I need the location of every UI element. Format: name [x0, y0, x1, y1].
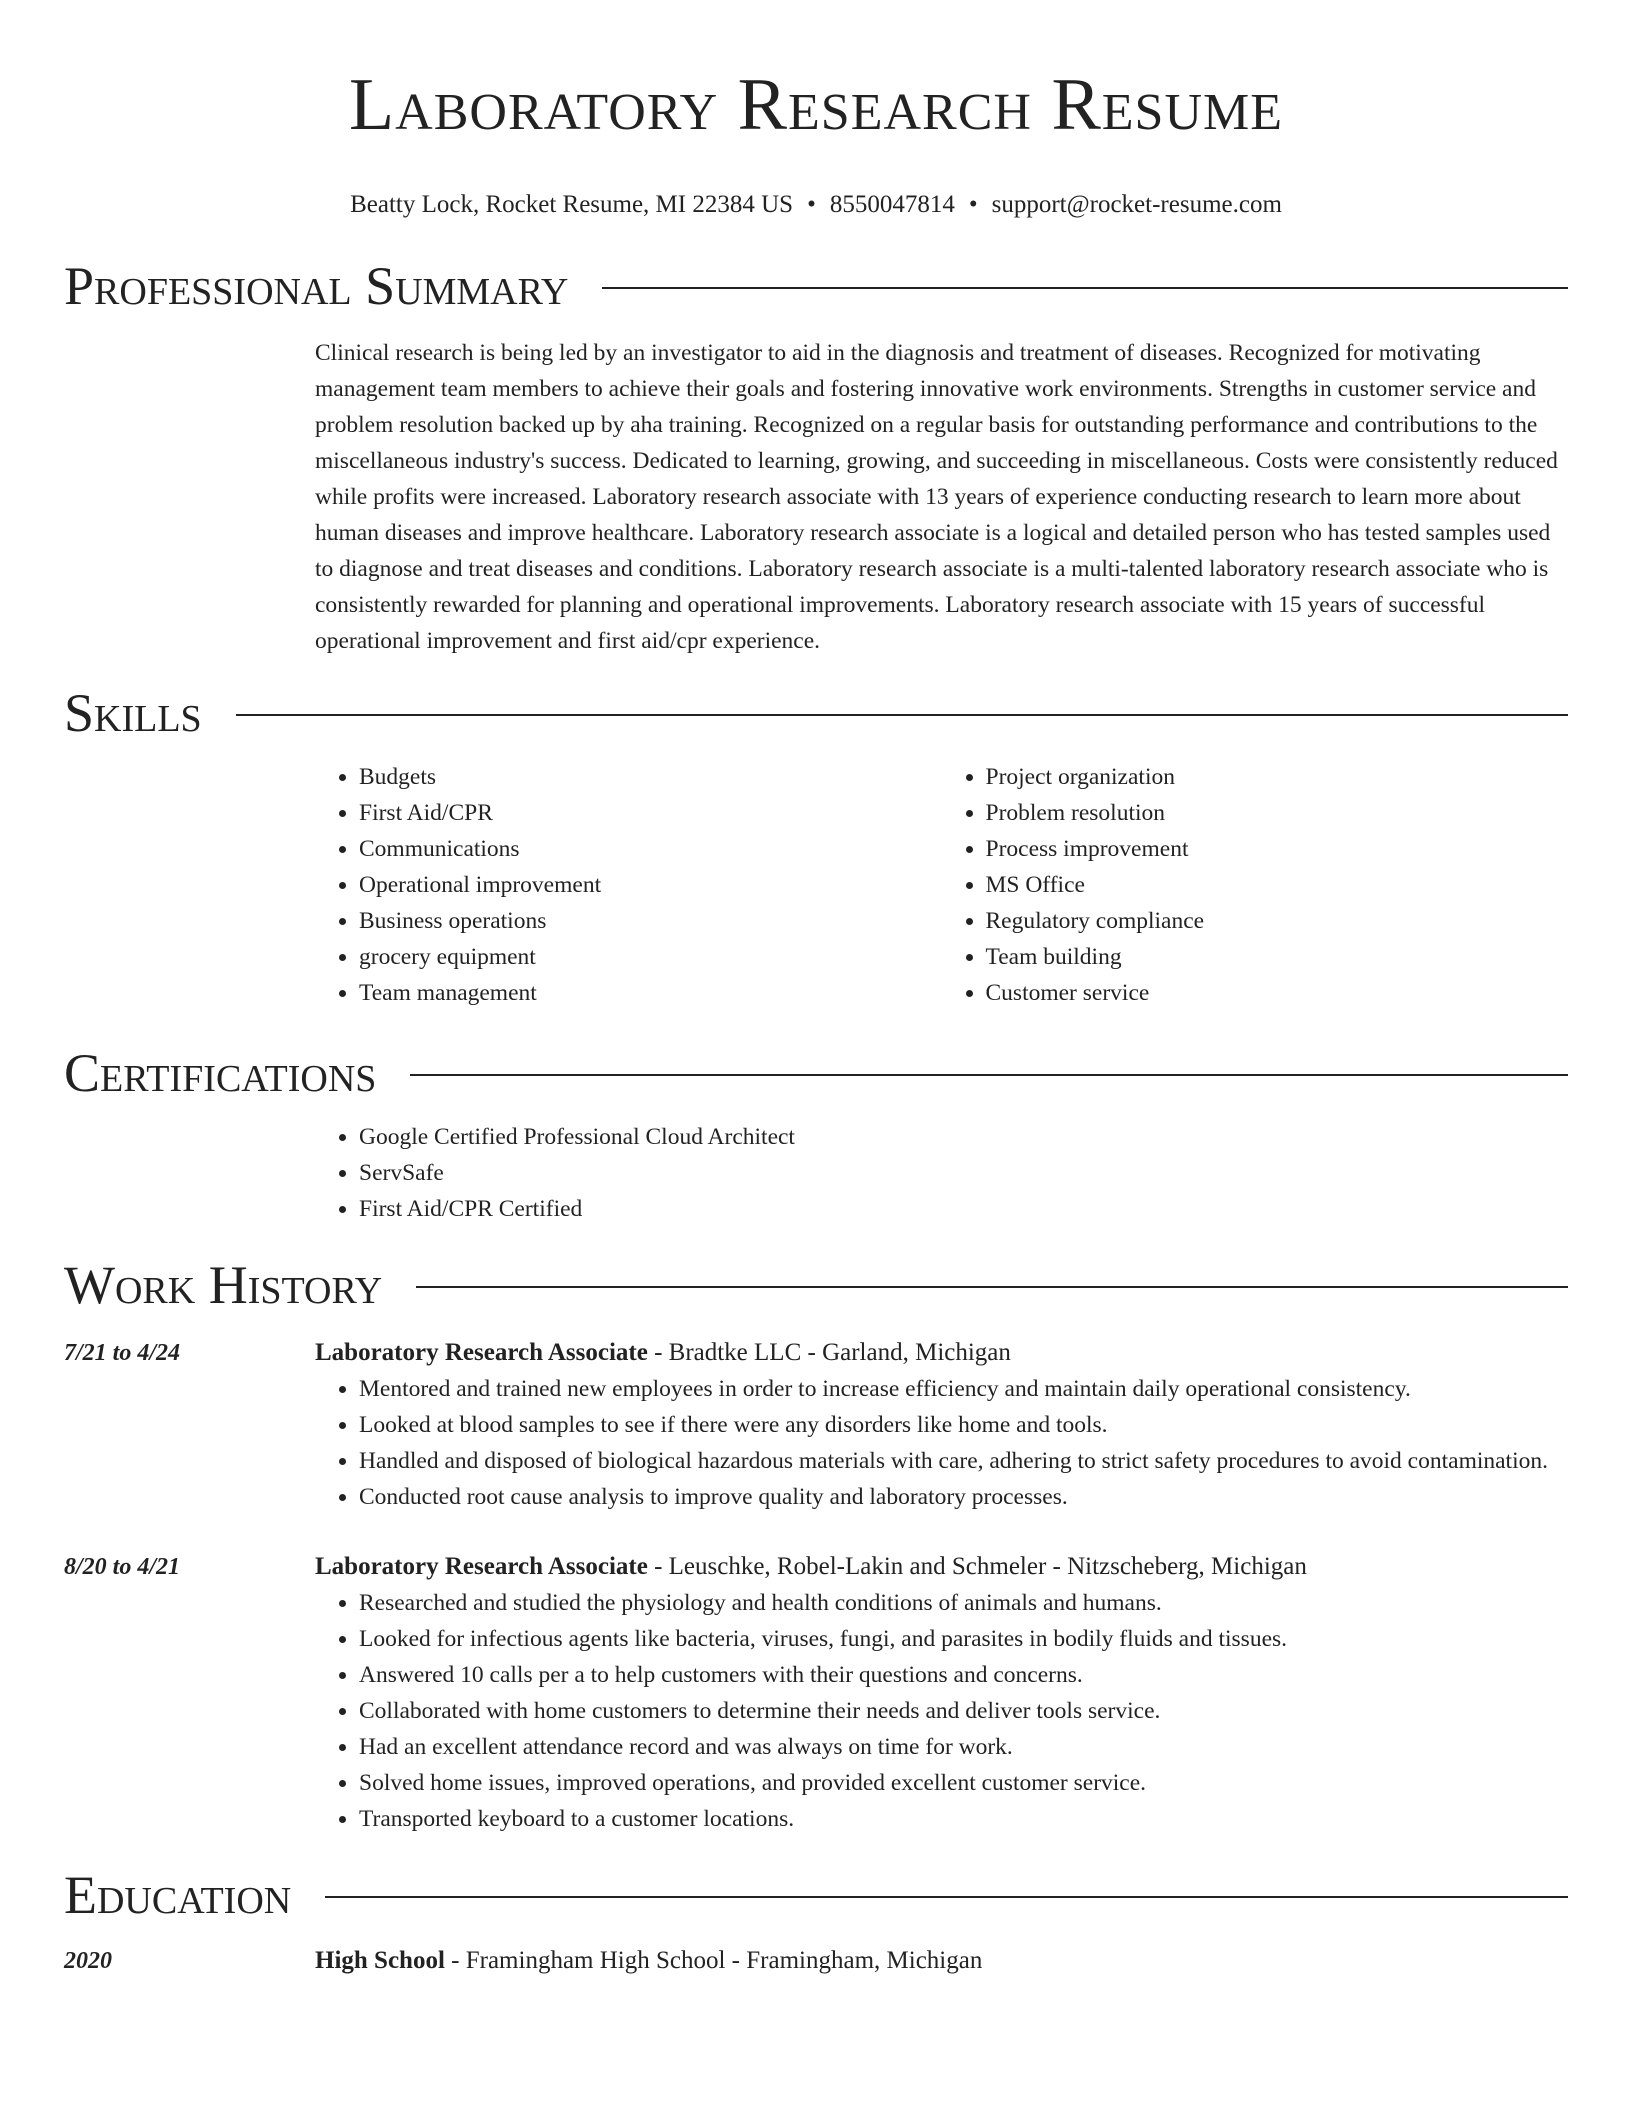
- skill-item: • Customer service: [986, 975, 1569, 1011]
- job-title: Laboratory Research Associate: [315, 1339, 648, 1366]
- contact-separator: •: [968, 191, 978, 218]
- job-heading: [315, 1549, 1568, 1585]
- skill-item: • Team management: [359, 975, 942, 1011]
- section-divider: [236, 714, 1568, 716]
- job-bullet: • Had an excellent attendance record and was always on time for work.: [359, 1729, 1568, 1765]
- job-bullet: • Looked for infectious agents like bacteria, viruses, fungi, and parasites in bodily fluids and tissues.: [359, 1621, 1568, 1657]
- skill-item: • Regulatory compliance: [986, 903, 1569, 939]
- job-entry: [64, 1335, 1568, 1515]
- certifications-section: [64, 1041, 1568, 1227]
- skills-header: [64, 681, 1568, 745]
- job-dates: 8/20 to 4/21: [64, 1554, 181, 1580]
- job-employer: - Bradtke LLC - Garland, Michigan: [647, 1339, 1011, 1366]
- summary-section: [64, 254, 1568, 659]
- summary-heading: Professional Summary: [64, 256, 569, 316]
- education-school: - Framingham High School - Framingham, Michigan: [444, 1947, 983, 1974]
- job-bullets: [315, 1371, 1568, 1515]
- job-heading: [315, 1335, 1568, 1371]
- education-header: [64, 1863, 1568, 1927]
- job-content: [315, 1549, 1568, 1837]
- section-divider: [410, 1074, 1568, 1076]
- skills-list-left: [315, 759, 942, 1011]
- skill-item: • Project organization: [986, 759, 1569, 795]
- skills-grid: [315, 759, 1568, 1011]
- job-bullet: • Mentored and trained new employees in order to increase efficiency and maintain daily operational consistency.: [359, 1371, 1568, 1407]
- skills-list-right: [942, 759, 1569, 1011]
- skill-item: • Operational improvement: [359, 867, 942, 903]
- education-heading: Education: [64, 1865, 292, 1925]
- certifications-header: [64, 1041, 1568, 1105]
- skill-item: • Budgets: [359, 759, 942, 795]
- contact-separator: •: [807, 191, 816, 218]
- education-year: 2020: [64, 1948, 112, 1974]
- skills-heading: Skills: [64, 683, 202, 743]
- job-bullet: • Researched and studied the physiology and health conditions of animals and humans.: [359, 1585, 1568, 1621]
- contact-email[interactable]: support@rocket-resume.com: [991, 191, 1282, 218]
- section-divider: [416, 1286, 1568, 1288]
- job-bullets: [315, 1585, 1568, 1837]
- job-content: [315, 1335, 1568, 1515]
- job-bullet: • Transported keyboard to a customer locations.: [359, 1801, 1568, 1837]
- contact-phone: 8550047814: [829, 191, 955, 218]
- education-heading-line: [315, 1943, 1568, 1979]
- certifications-body: [315, 1119, 1568, 1227]
- section-divider: [325, 1896, 1568, 1898]
- work-history-heading: Work History: [64, 1255, 383, 1315]
- skill-item: • Team building: [986, 939, 1569, 975]
- job-bullet: • Looked at blood samples to see if there were any disorders like home and tools.: [359, 1407, 1568, 1443]
- skill-item: • First Aid/CPR: [359, 795, 942, 831]
- job-employer: - Leuschke, Robel-Lakin and Schmeler - Nitzscheberg, Michigan: [647, 1553, 1307, 1580]
- skill-item: • Communications: [359, 831, 942, 867]
- job-bullet: • Collaborated with home customers to determine their needs and deliver tools service.: [359, 1693, 1568, 1729]
- summary-text: Clinical research is being led by an investigator to aid in the diagnosis and treatment of diseases. Recognized for motivating management team members to achieve their goals and fostering innovative work environments. Strengths in customer service and problem resolution backed up by aha training. Recognized on a regular basis for outstanding performance and contributions to the miscellaneous industry's success. Dedicated to learning, growing, and succeeding in miscellaneous. Costs were consistently reduced while profits were increased. Laboratory research associate with 13 years of experience conducting research to learn more about human diseases and improve healthcare. Laboratory research associate is a logical and detailed person who has tested samples used to diagnose and treat diseases and conditions. Laboratory research associate is a multi-talented laboratory research associate who is consistently rewarded for planning and operational improvements. Laboratory research associate with 15 years of successful operational improvement and first aid/cpr experience.: [315, 340, 1558, 654]
- skill-item: • MS Office: [986, 867, 1569, 903]
- education-entry: [64, 1943, 1568, 1979]
- job-title: Laboratory Research Associate: [315, 1553, 648, 1580]
- skills-section: [64, 681, 1568, 1011]
- job-dates: 7/21 to 4/24: [64, 1340, 181, 1366]
- job-bullet: • Answered 10 calls per a to help customers with their questions and concerns.: [359, 1657, 1568, 1693]
- job-entry: [64, 1549, 1568, 1837]
- job-bullet: • Handled and disposed of biological hazardous materials with care, adhering to strict safety procedures to avoid contamination.: [359, 1443, 1568, 1479]
- section-divider: [602, 287, 1568, 289]
- skill-item: • Process improvement: [986, 831, 1569, 867]
- job-bullet: • Conducted root cause analysis to improve quality and laboratory processes.: [359, 1479, 1568, 1515]
- education-section: [64, 1863, 1568, 1979]
- work-history-section: [64, 1253, 1568, 1837]
- education-degree: High School: [315, 1947, 445, 1974]
- skill-item: • grocery equipment: [359, 939, 942, 975]
- certification-item: • ServSafe: [359, 1155, 1568, 1191]
- certifications-heading: Certifications: [64, 1043, 377, 1103]
- contact-line: [64, 190, 1568, 220]
- resume-title: Laboratory Research Resume: [348, 64, 1284, 146]
- certifications-list: [315, 1119, 1568, 1227]
- certification-item: • Google Certified Professional Cloud Architect: [359, 1119, 1568, 1155]
- certification-item: • First Aid/CPR Certified: [359, 1191, 1568, 1227]
- summary-header: [64, 254, 1568, 318]
- work-history-header: [64, 1253, 1568, 1317]
- contact-address: Beatty Lock, Rocket Resume, MI 22384 US: [350, 191, 794, 218]
- skill-item: • Business operations: [359, 903, 942, 939]
- job-bullet: • Solved home issues, improved operations, and provided excellent customer service.: [359, 1765, 1568, 1801]
- skill-item: • Problem resolution: [986, 795, 1569, 831]
